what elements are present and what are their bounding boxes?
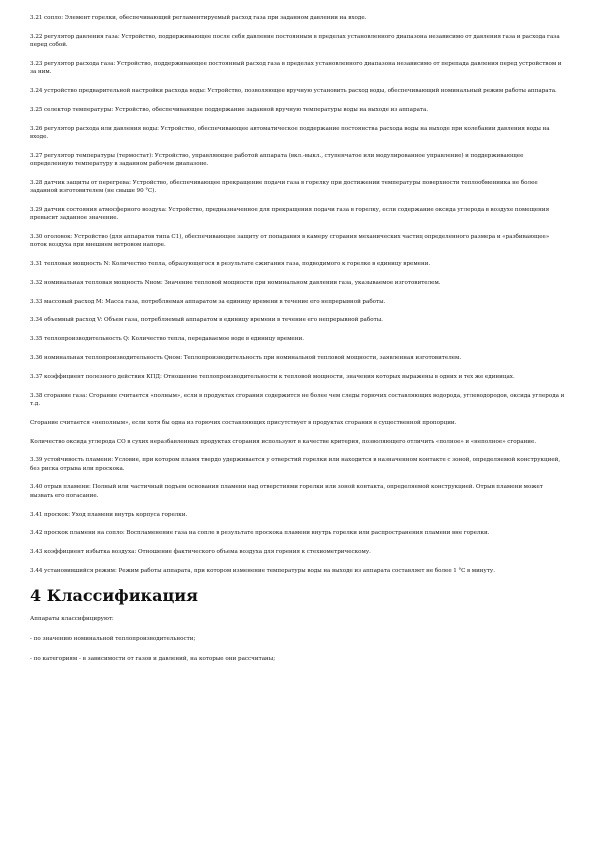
definition-number: 3.24 [30, 87, 43, 94]
definition-text: Сгорание считается «полным», если в продуктах сгорания содержится не более чем следы горючих составляющих водорода, углеводородов, оксида углерода и т.д. [30, 392, 565, 407]
definition-number: 3.23 [30, 60, 43, 67]
definition-number: 3.32 [30, 279, 43, 286]
definition-number: 3.21 [30, 15, 43, 21]
definition-item [30, 14, 565, 22]
definition-number: 3.28 [30, 179, 43, 186]
definition-text: Устройство, управляющее работой аппарата (вкл.-выкл., ступенчатое или модулированное управление) и поддерживающее определенную температуру в заданном рабочем диапазоне. [30, 152, 524, 167]
definition-number: 3.33 [30, 298, 43, 305]
definition-item [30, 529, 565, 537]
definition-item [30, 233, 565, 250]
definition-number: 3.25 [30, 106, 43, 113]
definition-number: 3.38 [30, 392, 43, 399]
definition-term: регулятор температуры (термостат): [44, 152, 154, 159]
definition-item [30, 373, 565, 381]
definition-number: 3.37 [30, 373, 43, 380]
definition-text: Отношение теплопроизводительности к тепловой мощности, значения которых выражены в одних и тех же единицах. [163, 373, 515, 380]
definition-text: Количество оксида углерода СО в сухих неразбавленных продуктах сгорания используют в качестве критерия, позволяющего отличить «полное» и «неполное» сгорание. [30, 438, 537, 445]
section-item-1: - по значению номинальной теплопроизводительности; [30, 635, 196, 642]
definition-term: сопло: [44, 15, 64, 21]
definition-term: регулятор расхода газа: [44, 60, 116, 67]
definition-item [30, 419, 565, 427]
definition-number: 3.27 [30, 152, 43, 159]
definition-item [30, 456, 565, 473]
definition-term: селектор температуры: [44, 106, 114, 113]
definition-text: Количество тепла, передаваемое воде в единицу времени. [131, 336, 304, 343]
definition-item [30, 511, 565, 519]
definition-term: проскок пламени на сопло: [44, 530, 125, 537]
definition-text: Теплопроизводительность при номинальной тепловой мощности, заявленная изготовителем. [183, 355, 462, 362]
definition-item [30, 87, 565, 95]
definition-item [30, 260, 565, 268]
definition-text: Элемент горелки, обеспечивающий регламентируемый расход газа при заданном давлении на входе. [64, 15, 367, 21]
definition-item [30, 179, 565, 196]
definition-term: коэффициент полезного действия КПД: [44, 373, 162, 380]
section-4 [30, 586, 565, 664]
definition-number: 3.42 [30, 530, 43, 537]
definition-number: 3.41 [30, 511, 43, 518]
definition-item [30, 206, 565, 223]
definition-term: установившийся режим: [44, 567, 117, 574]
definition-number: 3.35 [30, 336, 43, 343]
definition-item [30, 548, 565, 556]
definition-number: 3.36 [30, 355, 43, 362]
definition-item [30, 354, 565, 362]
definition-term: номинальная теплопроизводительность Qном: [44, 355, 183, 362]
definition-item [30, 392, 565, 409]
definition-term: датчик состояния атмосферного воздуха: [44, 206, 167, 213]
definition-number: 3.40 [30, 484, 43, 491]
definition-term: оголовок: [44, 233, 73, 240]
definition-text: Значение тепловой мощности при номинальном давлении газа, указываемое изготовителем. [164, 279, 441, 286]
definition-term: теплопроизводительность Q: [44, 336, 130, 343]
definition-term: устройство предварительной настройки расхода воды: [44, 87, 206, 94]
definition-text: Объем газа, потребляемый аппаратом в единицу времени в течение его непрерывной работы. [104, 317, 383, 324]
definition-term: регулятор давления газа: [44, 33, 120, 40]
definition-item [30, 298, 565, 306]
definition-number: 3.43 [30, 549, 43, 556]
definition-item [30, 152, 565, 169]
definition-number: 3.22 [30, 33, 43, 40]
definition-term: устойчивость пламени: [44, 457, 114, 464]
definition-text: Режим работы аппарата, при котором изменение температуры воды на выходе из аппарата составляет не более 1 °С в минуту. [118, 567, 495, 574]
definition-item [30, 279, 565, 287]
section-intro: Аппараты классифицируют: [30, 615, 114, 622]
definition-text: Масса газа, потребляемая аппаратом за единицу времени в течение его непрерывной работы. [105, 298, 386, 305]
definition-term: регулятор расхода или давления воды: [44, 125, 160, 132]
definition-term: проскок: [44, 511, 71, 518]
definition-text: Устройство, обеспечивающее автоматическое поддержание постоянства расхода воды на выходе при колебании давления воды на входе. [30, 125, 550, 140]
definition-number: 3.39 [30, 457, 43, 464]
definition-term: коэффициент избытка воздуха: [44, 549, 137, 556]
section-item-2: - по категориям - в зависимости от газов и давлений, на которые они рассчитаны; [30, 656, 276, 663]
definition-text: Отношение фактического объема воздуха для горения к стехиометрическому. [137, 549, 371, 556]
definition-number: 3.26 [30, 125, 43, 132]
definition-text: Количество тепла, образующегося в результате сжигания газа, подводимого к горелке в единицу времени. [111, 261, 431, 268]
definition-number: 3.34 [30, 317, 43, 324]
definition-text: Сгорание считается «неполным», если хотя бы одна из горючих составляющих присутствует в продуктах сгорания в существенной пропорции. [30, 419, 457, 426]
definition-item [30, 335, 565, 343]
definition-text: Устройство, обеспечивающее поддержание заданной вручную температуры воды на выходе из аппарата. [115, 106, 429, 113]
definition-number: 3.29 [30, 206, 43, 213]
definition-text: Устройство, позволяющее вручную установить расход воды, обеспечивающий номинальный режим работы аппарата. [207, 87, 557, 94]
definition-term: датчик защиты от перегрева: [44, 179, 132, 186]
definition-text: Устройство, поддерживающее постоянный расход газа в пределах установленного диапазона независимо от перепада давления перед устройством и за ним. [30, 60, 562, 76]
definition-term: объемный расход V: [44, 317, 103, 324]
definition-text: Уход пламени внутрь корпуса горелки. [71, 511, 188, 518]
definition-item [30, 106, 565, 114]
definition-text: Условие, при котором пламя твердо удерживается у отверстий горелки или находится в назначенном контакте с зоной, определяемой конструкцией, без риска отрыва или проскока. [30, 457, 561, 472]
definition-term: номинальная тепловая мощность Nном: [44, 279, 163, 286]
definition-item [30, 125, 565, 142]
definitions-list [30, 14, 565, 575]
document-page [30, 14, 565, 676]
definition-term: тепловая мощность N: [44, 261, 111, 268]
section-title: 4 Классификация [30, 585, 198, 605]
definition-text: Устройство (для аппаратов типа С1), обеспечивающее защиту от попадания в камеру сгорания механических частиц определенного размера и «разбивающее» поток воздуха при внешнем ветровом напоре. [30, 233, 550, 249]
definition-item [30, 438, 565, 446]
definition-item [30, 483, 565, 500]
definition-number: 3.30 [30, 233, 43, 240]
definition-term: сгорание газа: [44, 392, 88, 399]
definition-item [30, 316, 565, 324]
definition-term: отрыв пламени: [44, 484, 91, 491]
definition-number: 3.44 [30, 567, 43, 574]
definition-text: Устройство, предназначенное для прекращения подачи газа в горелку, если содержание оксида углерода в воздухе помещения превысит заданное значение. [30, 206, 550, 222]
definition-term: массовый расход М: [44, 298, 104, 305]
definition-item [30, 567, 565, 575]
definition-text: Устройство, поддерживающее после себя давление постоянным в пределах установленного диапазона независимо от давления газа и расхода газа перед собой. [30, 33, 560, 49]
definition-item [30, 60, 565, 77]
definition-text: Воспламенение газа на сопле в результате проскока пламени внутрь горелки или распространения пламени вне горелки. [126, 530, 490, 537]
definition-number: 3.31 [30, 261, 43, 268]
definition-text: Устройство, обеспечивающее прекращение подачи газа в горелку при достижении температуры поверхности теплообменника не более заданной изготовителем (не свыше 90 °С). [30, 179, 538, 195]
definition-text: Полный или частичный подъем основания пламени над отверстиями горелки или зоной контакта, определяемой конструкцией. Отрыв пламени может вызвать его погасание. [30, 484, 543, 499]
definition-item [30, 33, 565, 50]
